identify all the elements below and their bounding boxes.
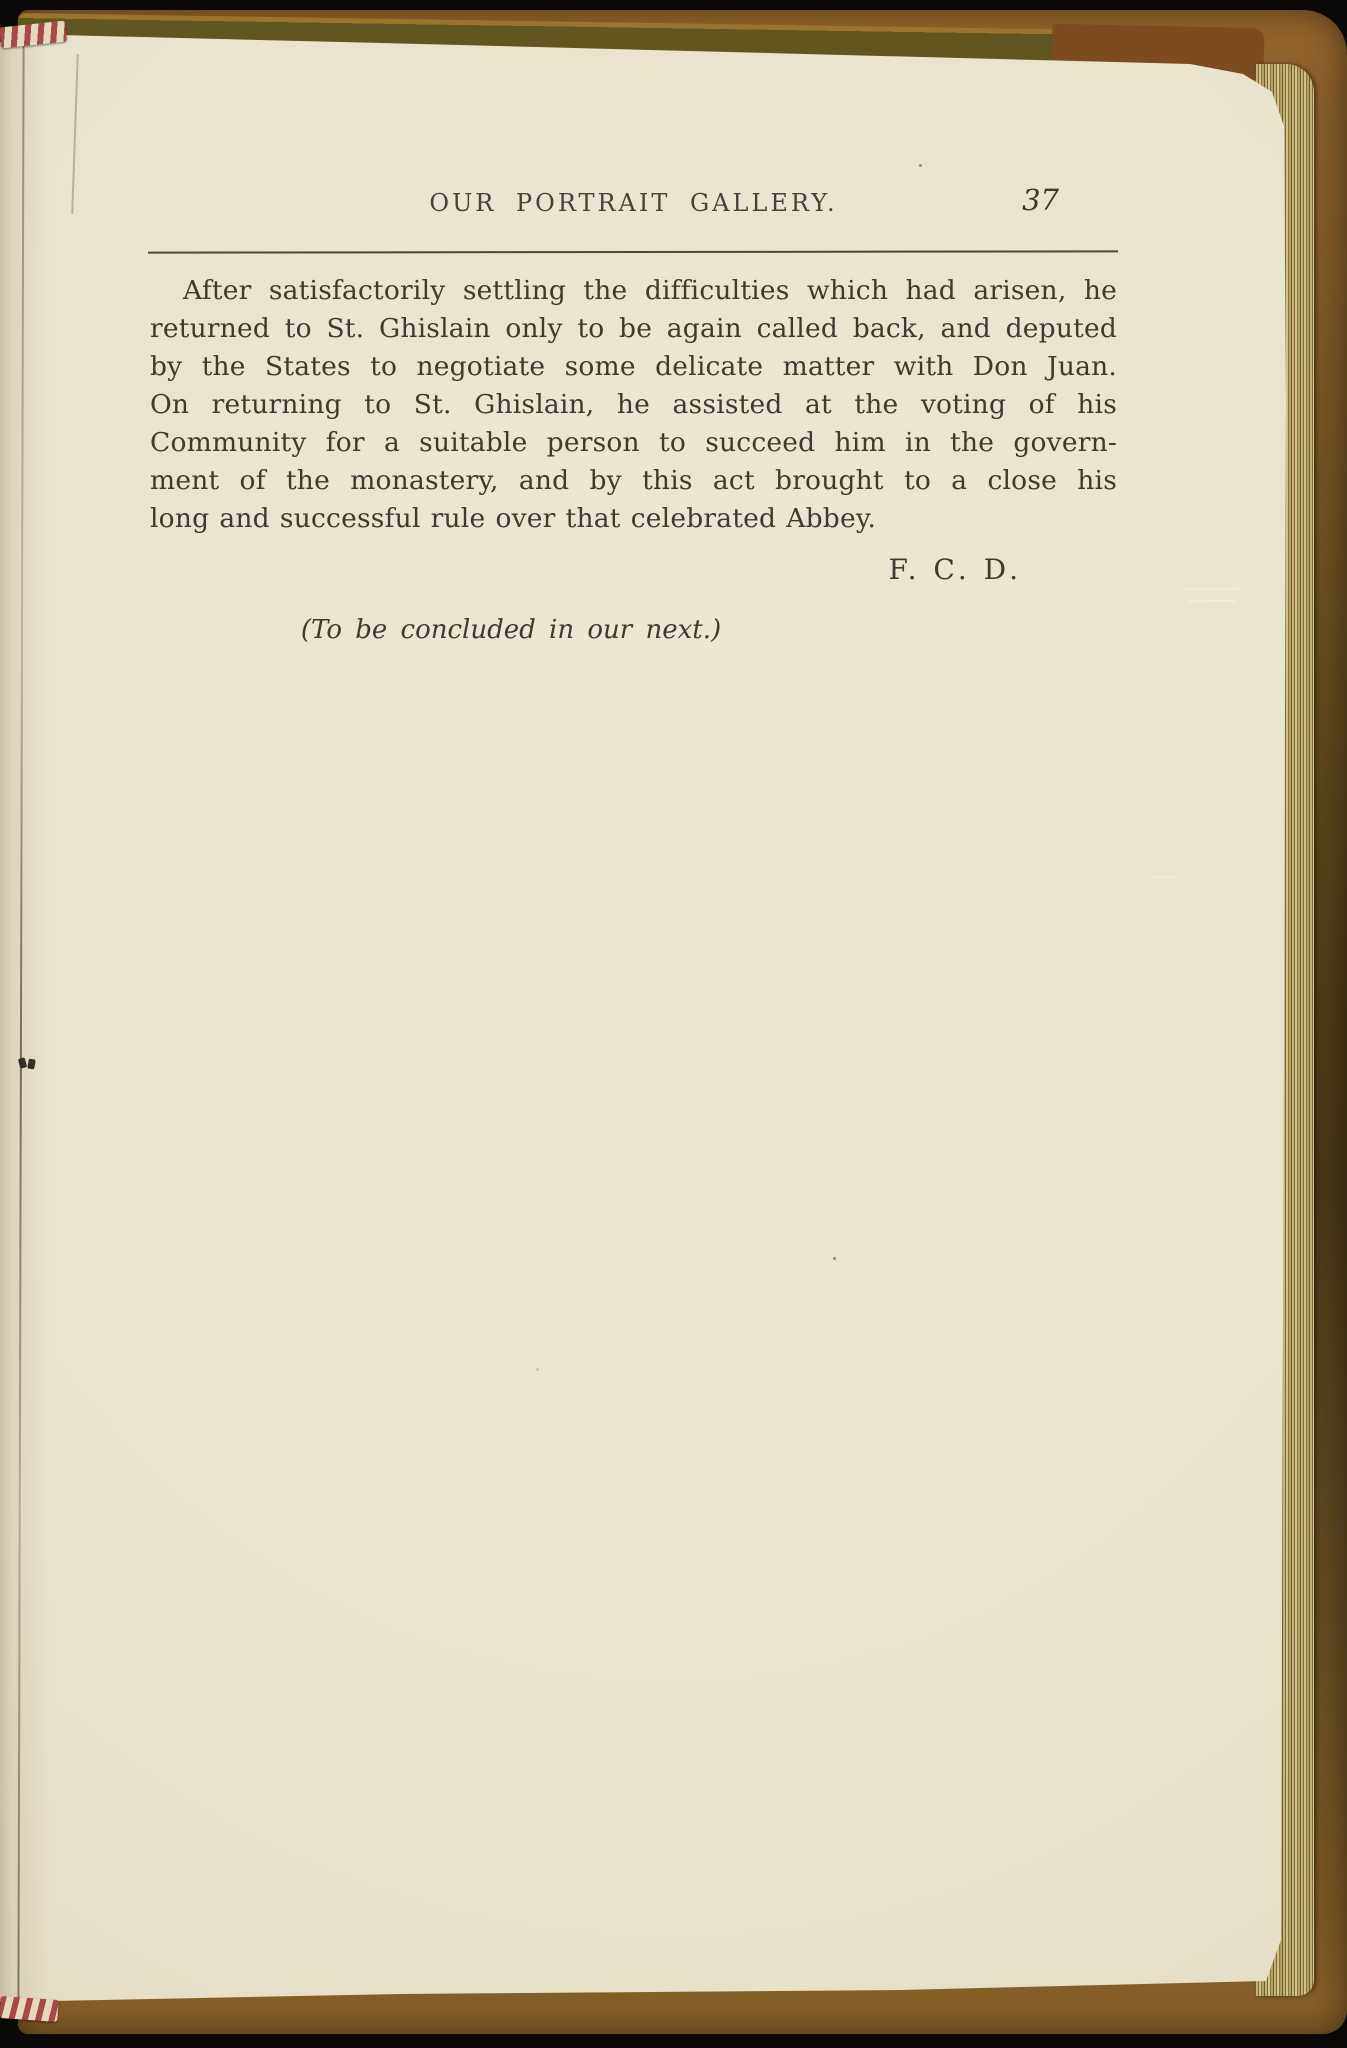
paragraph-line: returned to St. Ghislain only to be again called back, and deputed	[150, 313, 1117, 344]
continuation-note: (To be concluded in our next.)	[300, 615, 722, 645]
headband-bottom	[0, 1996, 59, 2022]
header-rule	[148, 250, 1118, 253]
body-paragraph	[150, 272, 1117, 538]
paragraph-line: After satisfactorily settling the difficulties which had arisen, he	[183, 275, 1117, 306]
paragraph-line: Community for a suitable person to succeed him in the govern-	[150, 427, 1117, 458]
paper-scratch-mark	[1150, 876, 1176, 878]
paragraph-line: long and successful rule over that celebrated Abbey.	[150, 503, 877, 534]
printed-page-content	[150, 0, 1117, 2010]
paragraph-line: by the States to negotiate some delicate matter with Don Juan.	[150, 351, 1117, 382]
author-initials: F. C. D.	[888, 553, 1022, 586]
paragraph-line: On returning to St. Ghislain, he assisted at the voting of his	[150, 389, 1117, 420]
page-number: 37	[1022, 183, 1059, 217]
paragraph-line: ment of the monastery, and by this act brought to a close his	[150, 465, 1117, 496]
running-header: OUR PORTRAIT GALLERY.	[429, 189, 838, 217]
